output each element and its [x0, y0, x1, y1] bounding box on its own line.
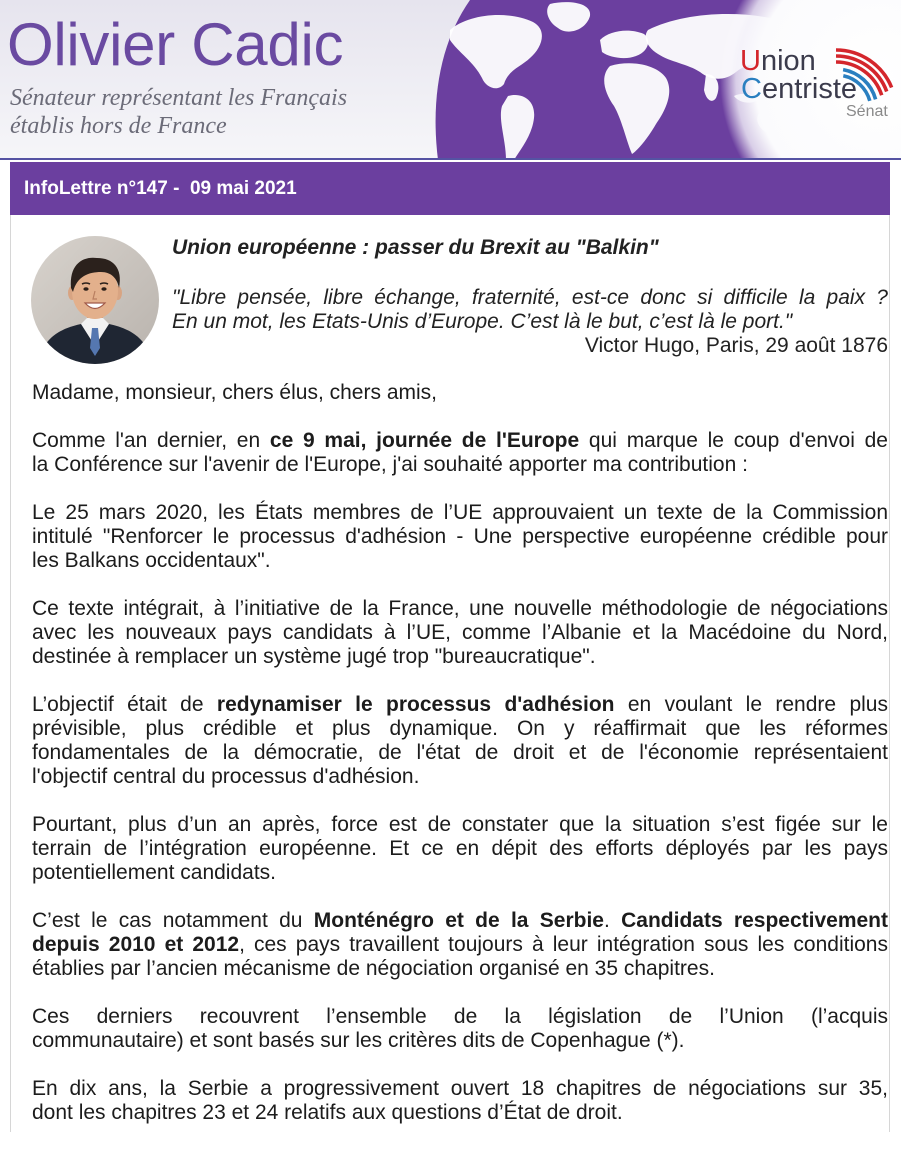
paragraph-line — [32, 765, 888, 789]
paragraph-line — [32, 429, 888, 453]
bold-text: ce 9 mai, journée de l'Europe — [269, 429, 580, 452]
paragraph-line — [32, 453, 888, 477]
paragraph-line — [32, 693, 888, 717]
paragraph-line — [32, 1077, 888, 1101]
text: Madame, monsieur, chers élus, chers amis, — [32, 381, 437, 404]
senator-name: Olivier Cadic — [7, 11, 344, 78]
text: potentiellement candidats. — [32, 861, 276, 884]
paragraph — [32, 429, 888, 477]
quote-line: En un mot, les Etats-Unis d’Europe. C’est là le but, c’est là le port." — [172, 310, 793, 333]
article-body — [32, 381, 888, 1149]
paragraph-line — [32, 909, 888, 933]
text: prévisible, plus crédible et plus dynamique. On y réaffirmait que les réformes — [32, 717, 888, 740]
paragraph — [32, 501, 888, 573]
bold-text: Monténégro et de la Serbie — [313, 909, 604, 932]
bold-text: Candidats respectivement — [621, 909, 889, 932]
paragraph — [32, 813, 888, 885]
paragraph-line — [32, 1101, 888, 1125]
text: communautaire) et sont basés sur les critères dits de Copenhague (*). — [32, 1029, 685, 1052]
text: Pourtant, plus d’un an après, force est de constater que la situation s’est figée sur le — [32, 813, 888, 836]
paragraph-line — [32, 813, 888, 837]
text: terrain de l’intégration européenne. Et ce en dépit des efforts déployés par les pays — [32, 837, 888, 860]
issue-band — [10, 162, 890, 215]
paragraph-line — [32, 741, 888, 765]
text: , ces pays travaillent toujours à leur intégration sous les conditions — [239, 933, 888, 956]
paragraph-line — [32, 717, 888, 741]
epigraph-quote — [172, 286, 888, 334]
paragraph-line — [32, 381, 888, 405]
senator-subtitle — [10, 84, 347, 140]
paragraph-line — [32, 1005, 888, 1029]
text: L’objectif était de — [32, 693, 217, 716]
paragraph — [32, 1077, 888, 1125]
issue-label: InfoLettre n°147 - 09 mai 2021 — [24, 178, 297, 199]
text: En dix ans, la Serbie a progressivement ouvert 18 chapitres de négociations sur 35, — [32, 1077, 888, 1100]
text: C’est le cas notamment du — [32, 909, 314, 932]
paragraph-line — [32, 597, 888, 621]
paragraph — [32, 381, 888, 405]
text: avec les nouveaux pays candidats à l’UE, comme l’Albanie et la Macédoine du Nord, — [32, 621, 888, 644]
paragraph-line — [32, 525, 888, 549]
logo-centriste-rest: entriste — [761, 73, 858, 105]
paragraph — [32, 597, 888, 669]
text: Ces derniers recouvrent l’ensemble de la législation de l’Union (l’acquis — [32, 1005, 888, 1028]
logo-senat-label: Sénat — [846, 103, 888, 120]
paragraph-line — [32, 645, 888, 669]
article-title: Union européenne : passer du Brexit au "Balkin" — [172, 236, 659, 259]
text: destinée à remplacer un système jugé trop "bureaucratique". — [32, 645, 596, 668]
bold-text: depuis 2010 et 2012 — [32, 933, 240, 956]
text: la Conférence sur l'avenir de l'Europe, j'ai souhaité apporter ma contribution : — [32, 453, 748, 476]
text: qui marque le coup d'envoi de — [579, 429, 888, 452]
paragraph-line — [32, 957, 888, 981]
text: dont les chapitres 23 et 24 relatifs aux questions d’État de droit. — [32, 1101, 623, 1124]
text: l'objectif central du processus d'adhésion. — [32, 765, 420, 788]
subtitle-line: Sénateur représentant les Français — [10, 85, 348, 111]
paragraph — [32, 909, 888, 981]
text: les Balkans occidentaux". — [32, 549, 271, 572]
paragraph-line — [32, 621, 888, 645]
paragraph-line — [32, 837, 888, 861]
text: Comme l'an dernier, en — [32, 429, 270, 452]
text: Ce texte intégrait, à l’initiative de la France, une nouvelle méthodologie de négociations — [32, 597, 888, 620]
paragraph-line — [32, 933, 888, 957]
text: Le 25 mars 2020, les États membres de l’UE approuvaient un texte de la Commission — [32, 501, 888, 524]
text: établies par l’ancien mécanisme de négociation organisé en 35 chapitres. — [32, 957, 715, 980]
text: intitulé "Renforcer le processus d'adhésion - Une perspective européenne crédible pour — [32, 525, 888, 548]
paragraph-line — [32, 1029, 888, 1053]
logo-centriste-initial: C — [741, 73, 762, 105]
paragraph-line — [32, 501, 888, 525]
paragraph — [32, 1005, 888, 1053]
bold-text: redynamiser le processus d'adhésion — [216, 693, 615, 716]
text: . — [603, 909, 622, 932]
logo-union-rest: nion — [760, 45, 816, 77]
subtitle-line: établis hors de France — [10, 113, 227, 139]
logo-arcs-icon — [800, 40, 901, 120]
newsletter-header — [0, 0, 901, 160]
quote-line: "Libre pensée, libre échange, fraternité, est-ce donc si difficile la paix ? — [172, 286, 888, 309]
text: fondamentales de la démocratie, de l'état de droit et de l'économie représentaient — [32, 741, 888, 764]
paragraph-line — [32, 861, 888, 885]
paragraph-line — [32, 549, 888, 573]
quote-attribution: Victor Hugo, Paris, 29 août 1876 — [584, 334, 888, 357]
text: en voulant le rendre plus — [614, 693, 888, 716]
logo-union-initial: U — [740, 45, 761, 77]
author-photo — [31, 236, 159, 364]
paragraph — [32, 693, 888, 789]
header-divider — [0, 158, 901, 160]
